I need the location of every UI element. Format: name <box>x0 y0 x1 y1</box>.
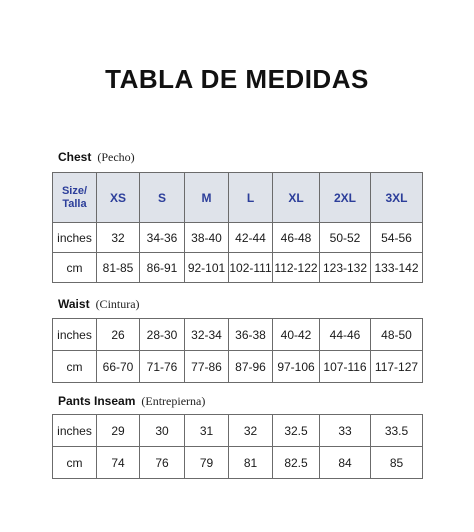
inseam-section-label <box>58 392 205 410</box>
size-3xl-header: 3XL <box>371 173 423 223</box>
waist-label: Waist <box>58 297 90 311</box>
table-row <box>53 223 423 253</box>
table-cell: 29 <box>97 415 140 447</box>
table-cell: 112-122 <box>273 253 320 283</box>
table-cell: 33 <box>320 415 371 447</box>
size-l-header: L <box>229 173 273 223</box>
table-cell: 33.5 <box>371 415 423 447</box>
table-cell: 123-132 <box>320 253 371 283</box>
table-cell: 117-127 <box>371 351 423 383</box>
inseam-label-es: (Entrepierna) <box>141 394 206 408</box>
unit-label: cm <box>53 253 97 283</box>
waist-label-es: (Cintura) <box>95 297 140 311</box>
table-row <box>53 351 423 383</box>
table-cell: 54-56 <box>371 223 423 253</box>
table-cell: 87-96 <box>229 351 273 383</box>
table-cell: 26 <box>97 319 140 351</box>
table-cell: 40-42 <box>273 319 320 351</box>
waist-section-label <box>58 295 140 313</box>
table-cell: 36-38 <box>229 319 273 351</box>
inseam-label: Pants Inseam <box>58 394 136 408</box>
unit-label: inches <box>53 415 97 447</box>
unit-label: inches <box>53 319 97 351</box>
unit-label: inches <box>53 223 97 253</box>
table-cell: 77-86 <box>185 351 229 383</box>
table-row <box>53 319 423 351</box>
table-cell: 76 <box>140 447 185 479</box>
table-cell: 32 <box>97 223 140 253</box>
table-cell: 85 <box>371 447 423 479</box>
table-row <box>53 415 423 447</box>
table-cell: 107-116 <box>320 351 371 383</box>
table-cell: 92-101 <box>185 253 229 283</box>
waist-table <box>52 318 423 383</box>
table-cell: 84 <box>320 447 371 479</box>
size-s-header: S <box>140 173 185 223</box>
chest-table <box>52 172 423 283</box>
table-cell: 50-52 <box>320 223 371 253</box>
table-cell: 81 <box>229 447 273 479</box>
size-xs-header: XS <box>97 173 140 223</box>
chest-label-es: (Pecho) <box>97 150 135 164</box>
table-row <box>53 253 423 283</box>
table-cell: 30 <box>140 415 185 447</box>
table-cell: 97-106 <box>273 351 320 383</box>
chest-header-row <box>53 173 423 223</box>
table-cell: 81-85 <box>97 253 140 283</box>
size-talla-header <box>53 173 97 223</box>
table-cell: 34-36 <box>140 223 185 253</box>
table-row <box>53 447 423 479</box>
table-cell: 66-70 <box>97 351 140 383</box>
page-title: TABLA DE MEDIDAS <box>105 64 369 94</box>
table-cell: 46-48 <box>273 223 320 253</box>
chest-label: Chest <box>58 150 92 164</box>
size-2xl-header: 2XL <box>320 173 371 223</box>
table-cell: 48-50 <box>371 319 423 351</box>
unit-label: cm <box>53 351 97 383</box>
table-cell: 38-40 <box>185 223 229 253</box>
table-cell: 32-34 <box>185 319 229 351</box>
table-cell: 102-111 <box>229 253 273 283</box>
table-cell: 71-76 <box>140 351 185 383</box>
table-cell: 42-44 <box>229 223 273 253</box>
table-cell: 32 <box>229 415 273 447</box>
size-m-header: M <box>185 173 229 223</box>
table-cell: 31 <box>185 415 229 447</box>
size-header-line2: Talla <box>62 197 87 210</box>
table-cell: 74 <box>97 447 140 479</box>
table-cell: 82.5 <box>273 447 320 479</box>
table-cell: 86-91 <box>140 253 185 283</box>
size-header-line1: Size/ <box>61 184 88 197</box>
inseam-table <box>52 414 423 479</box>
chest-section-label <box>58 148 135 166</box>
table-cell: 28-30 <box>140 319 185 351</box>
table-cell: 79 <box>185 447 229 479</box>
unit-label: cm <box>53 447 97 479</box>
table-cell: 32.5 <box>273 415 320 447</box>
size-xl-header: XL <box>273 173 320 223</box>
table-cell: 44-46 <box>320 319 371 351</box>
table-cell: 133-142 <box>371 253 423 283</box>
